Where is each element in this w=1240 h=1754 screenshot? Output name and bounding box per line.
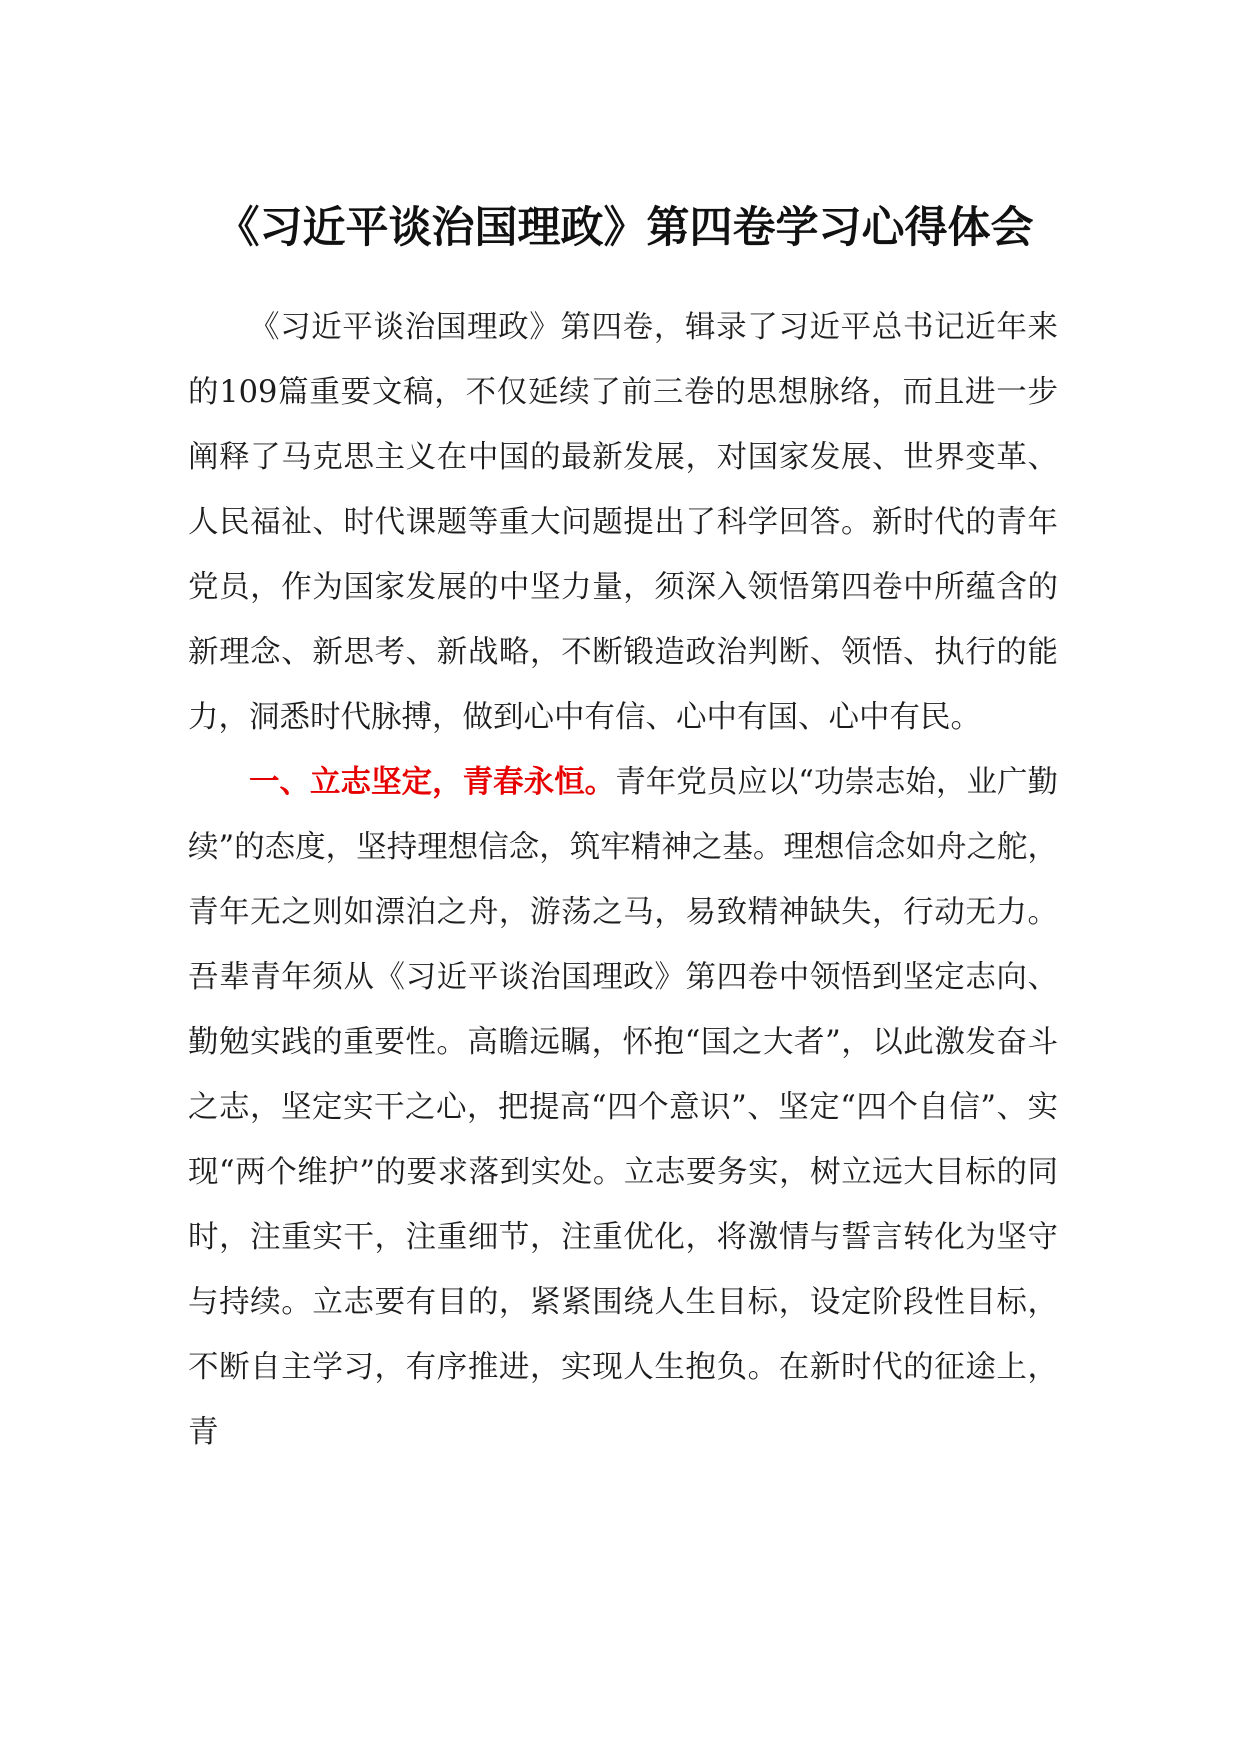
paragraph-intro-text: 《习近平谈治国理政》第四卷，辑录了习近平总书记近年来的109篇重要文稿，不仅延续了前三卷的思想脉络，而且进一步阐释了马克思主义在中国的最新发展，对国家发展、世界变革、人民福祉、时代课题等重大问题提出了科学回答。新时代的青年党员，作为国家发展的中坚力量，须深入领悟第四卷中所蕴含的新理念、新思考、新战略，不断锻造政治判断、领悟、执行的能力，洞悉时代脉搏，做到心中有信、心中有国、心中有民。: [188, 310, 1058, 735]
paragraph-section-1-text: 青年党员应以“功崇志始，业广勤续”的态度，坚持理想信念，筑牢精神之基。理想信念如舟之舵，青年无之则如漂泊之舟，游荡之马，易致精神缺失，行动无力。吾辈青年须从《习近平谈治国理政》第四卷中领悟到坚定志向、勤勉实践的重要性。高瞻远瞩，怀抱“国之大者”，以此激发奋斗之志，坚定实干之心，把提高“四个意识”、坚定“四个自信”、实现“两个维护”的要求落到实处。立志要务实，树立远大目标的同时，注重实干，注重细节，注重优化，将激情与誓言转化为坚守与持续。立志要有目的，紧紧围绕人生目标，设定阶段性目标，不断自主学习，有序推进，实现人生抱负。在新时代的征途上，青: [188, 765, 1058, 1450]
section-1-heading: 一、立志坚定，青春永恒。: [249, 765, 616, 800]
paragraph-section-1: [188, 750, 1058, 1465]
document-body: [188, 295, 1058, 1465]
document-title: 《习近平谈治国理政》第四卷学习心得体会: [216, 203, 1034, 253]
paragraph-intro: [188, 295, 1058, 750]
